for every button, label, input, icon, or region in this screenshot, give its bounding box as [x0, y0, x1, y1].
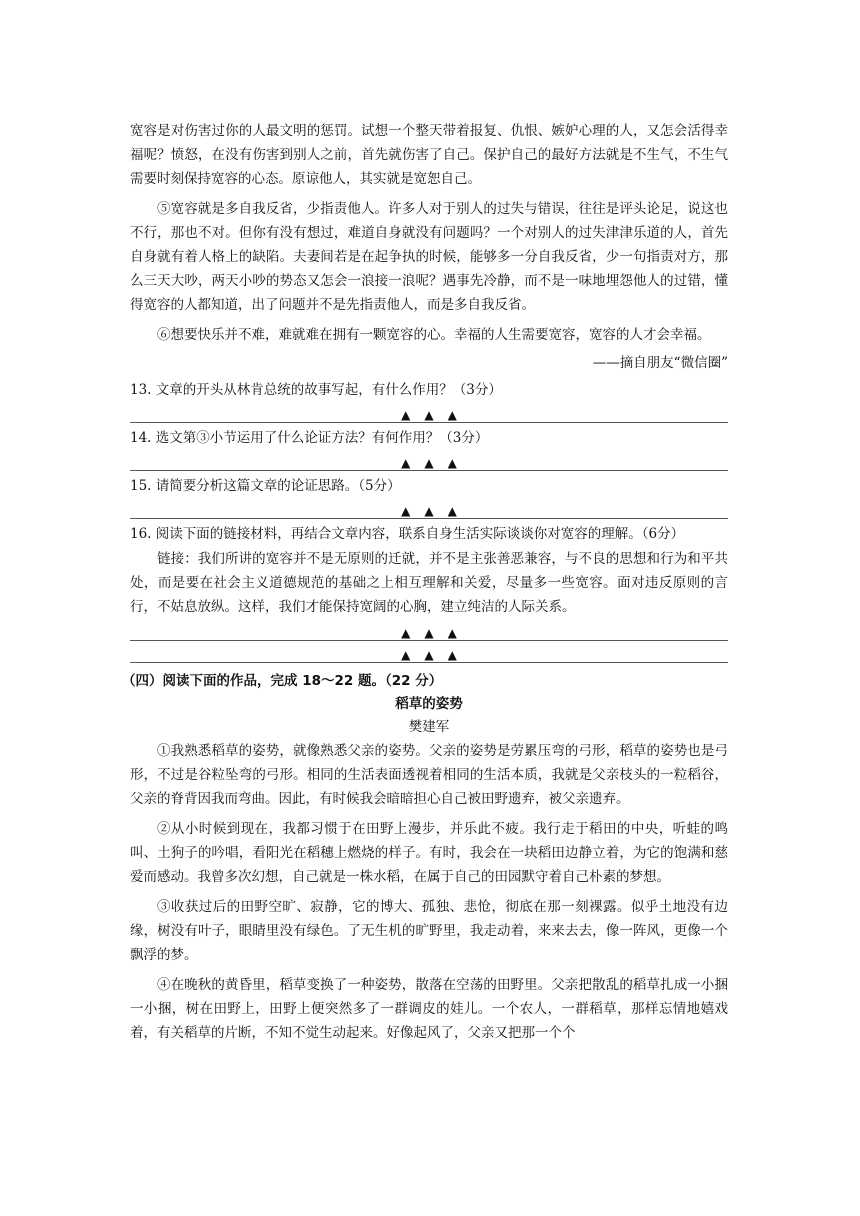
answer-line-13[interactable]: [130, 401, 728, 423]
article-author: 樊建军: [408, 719, 450, 735]
answer-triangle-icon: ▲: [447, 456, 457, 470]
answer-triangle-icon: ▲: [424, 408, 434, 422]
passage-paragraph-6: ⑥想要快乐并不难，难就难在拥有一颗宽容的心。幸福的人生需要宽容，宽容的人才会幸福。: [157, 327, 711, 343]
link-material: 链接：我们所讲的宽容并不是无原则的迁就，并不是主张善恶兼容，与不良的思想和行为和平共处，而是要在社会主义道德规范的基础之上相互理解和关爱，尽量多一些宽容。面对违反原则的言行，不姑息放纵。这样，我们才能保持宽阔的心胸，建立纯洁的人际关系。: [130, 551, 728, 615]
passage-paragraph-4-continued: 宽容是对伤害过你的人最文明的惩罚。试想一个整天带着报复、仇恨、嫉妒心理的人，又怎会活得幸福呢？愤怒，在没有伤害到别人之前，首先就伤害了自己。保护自己的最好方法就是不生气，不生气需要时刻保持宽容的心态。原谅他人，其实就是宽恕自己。: [130, 123, 728, 187]
answer-triangle-icon: ▲: [401, 504, 411, 518]
answer-line-14[interactable]: [130, 449, 728, 471]
question-16: 16. 阅读下面的链接材料，再结合文章内容，联系自身生活实际谈谈你对宽容的理解。（6分）: [130, 526, 685, 542]
answer-triangle-icon: ▲: [424, 648, 434, 662]
question-13: 13. 文章的开头从林肯总统的故事写起，有什么作用？（3分）: [130, 382, 502, 398]
answer-triangle-icon: ▲: [447, 626, 457, 640]
answer-triangle-icon: ▲: [401, 626, 411, 640]
answer-line-15[interactable]: [130, 497, 728, 519]
answer-line-16a[interactable]: [130, 619, 728, 641]
article-title: 稻草的姿势: [395, 696, 463, 712]
article-paragraph-4: ④在晚秋的黄昏里，稻草变换了一种姿势，散落在空荡的田野里。父亲把散乱的稻草扎成一小捆一小捆，树在田野上，田野上便突然多了一群调皮的娃儿。一个农人，一群稻草，那样忘情地嬉戏着，有关稻草的片断，不知不觉生动起来。好像起风了，父亲又把那一个个: [130, 977, 728, 1041]
article-paragraph-3: ③收获过后的田野空旷、寂静，它的博大、孤独、悲怆，彻底在那一刻裸露。似乎土地没有边缘，树没有叶子，眼睛里没有绿色。了无生机的旷野里，我走动着，来来去去，像一阵风，更像一个飘浮的梦。: [130, 899, 728, 963]
answer-triangle-icon: ▲: [447, 408, 457, 422]
section-4-heading: （四）阅读下面的作品，完成 18～22 题。（22 分）: [122, 673, 443, 689]
answer-triangle-icon: ▲: [424, 456, 434, 470]
exam-page: [122, 119, 728, 1045]
passage-source: ——摘自朋友“微信圈”: [592, 355, 728, 371]
passage-paragraph-5: ⑤宽容就是多自我反省，少指责他人。许多人对于别人的过失与错误，往往是评头论足，说这也不行，那也不对。但你有没有想过，难道自身就没有问题吗？一个对别人的过失津津乐道的人，首先自身就有着人格上的缺陷。夫妻间若是在起争执的时候，能够多一分自我反省，少一句指责对方，那么三天大吵，两天小吵的势态又怎会一浪接一浪呢？遇事先冷静，而不是一味地埋怨他人的过错，懂得宽容的人都知道，出了问题并不是先指责他人，而是多自我反省。: [130, 201, 728, 313]
answer-triangle-icon: ▲: [401, 456, 411, 470]
answer-triangle-icon: ▲: [401, 648, 411, 662]
answer-triangle-icon: ▲: [447, 648, 457, 662]
answer-triangle-icon: ▲: [447, 504, 457, 518]
article-paragraph-1: ①我熟悉稻草的姿势，就像熟悉父亲的姿势。父亲的姿势是劳累压弯的弓形，稻草的姿势也是弓形，不过是谷粒坠弯的弓形。相同的生活表面透视着相同的生活本质，我就是父亲枝头的一粒稻谷，父亲的脊背因我而弯曲。因此，有时候我会暗暗担心自己被田野遗弃，被父亲遗弃。: [130, 743, 728, 807]
answer-triangle-icon: ▲: [401, 408, 411, 422]
question-15: 15. 请简要分析这篇文章的论证思路。（5分）: [130, 478, 401, 494]
answer-triangle-icon: ▲: [424, 626, 434, 640]
answer-line-16b[interactable]: [130, 641, 728, 663]
question-14: 14. 选文第③小节运用了什么论证方法？有何作用？（3分）: [130, 430, 489, 446]
article-paragraph-2: ②从小时候到现在，我都习惯于在田野上漫步，并乐此不疲。我行走于稻田的中央，听蛙的鸣叫、土狗子的吟唱，看阳光在稻穗上燃烧的样子。有时，我会在一块稻田边静立着，为它的饱满和慈爱而感动。我曾多次幻想，自己就是一株水稻，在属于自己的田园默守着自己朴素的梦想。: [130, 821, 728, 885]
answer-triangle-icon: ▲: [424, 504, 434, 518]
